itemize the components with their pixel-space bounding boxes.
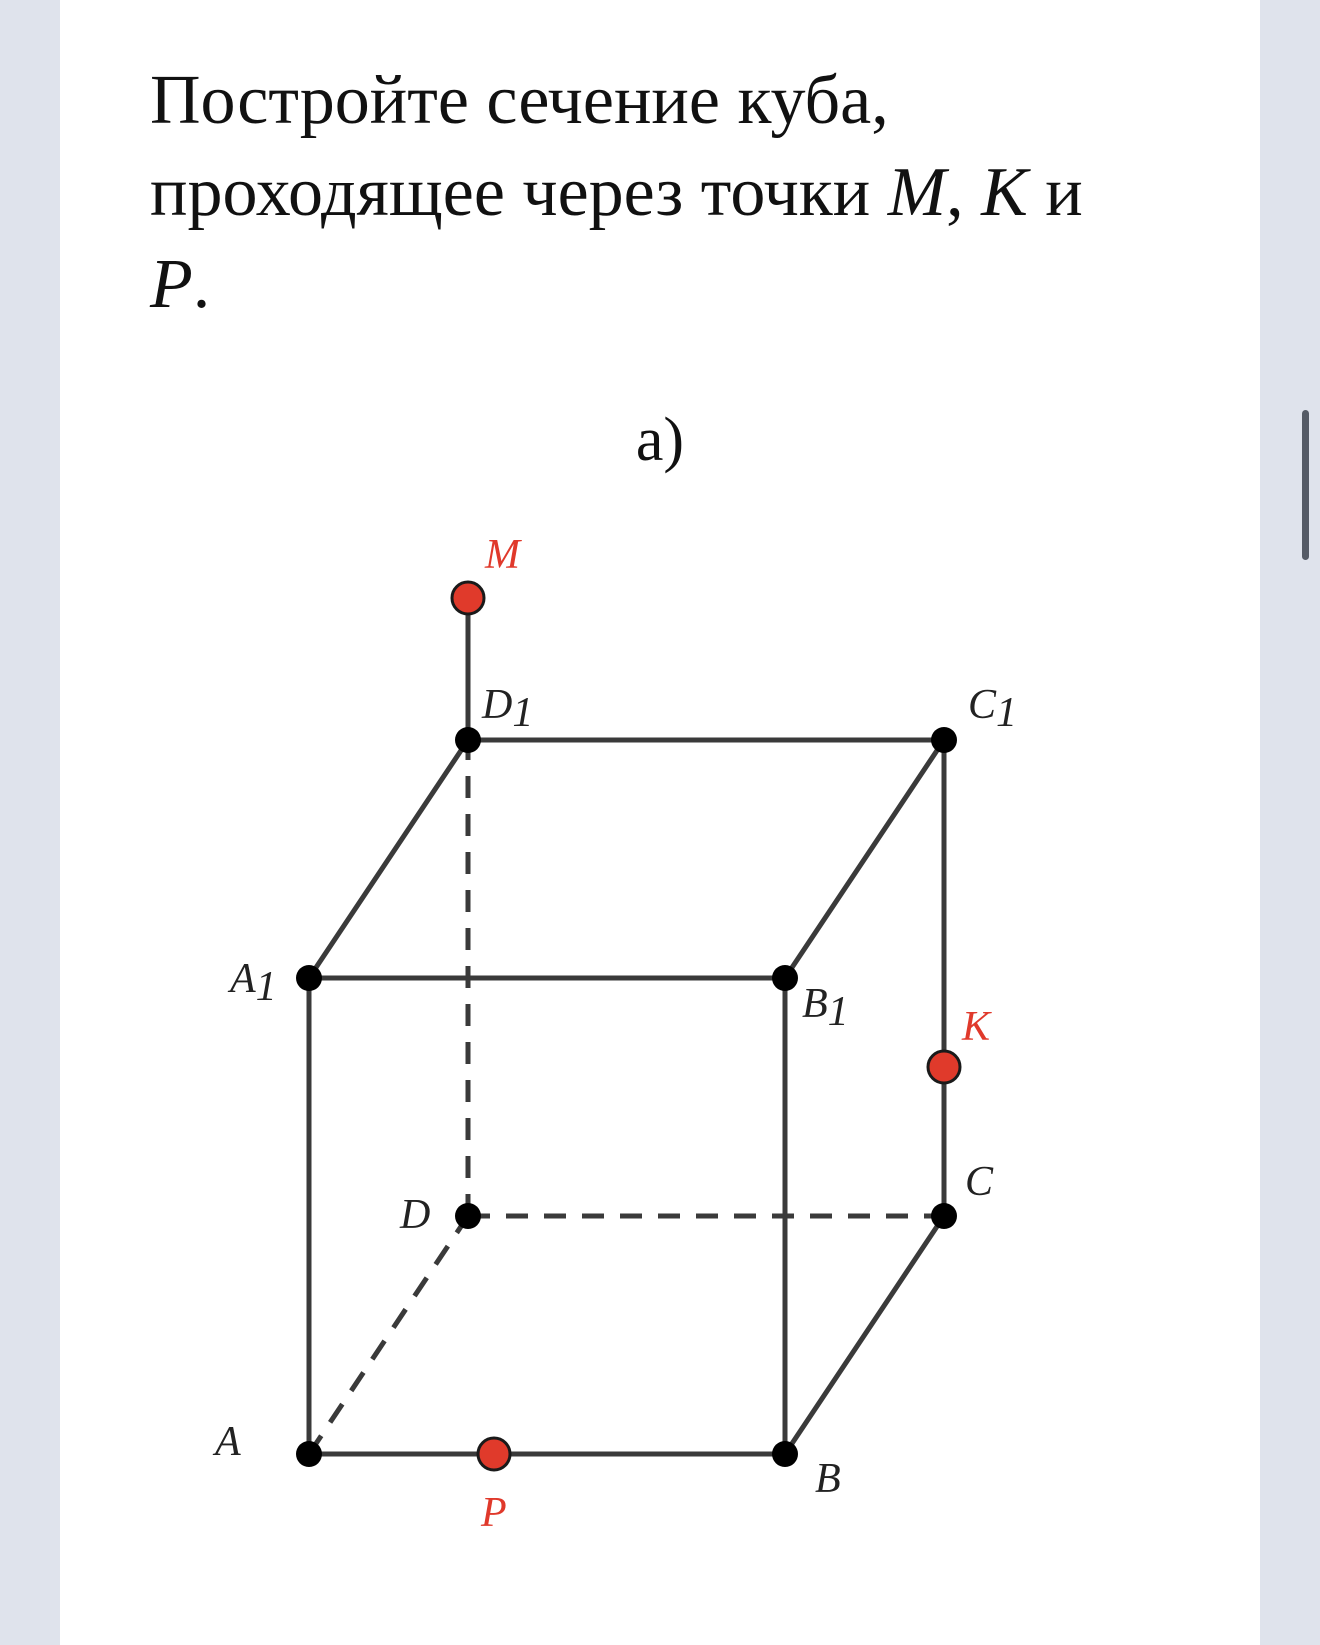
scrollbar-thumb[interactable] [1302, 410, 1309, 560]
vertex-c [931, 1203, 957, 1229]
label-vertex-a1: A1 [230, 956, 277, 1010]
math-point-k: K [981, 154, 1028, 231]
subfigure-label: а) [635, 406, 685, 474]
edge-b1-c1 [785, 740, 944, 978]
vertex-c1 [931, 727, 957, 753]
sentence-end: . [192, 246, 211, 323]
label-vertex-c1: C1 [968, 682, 1018, 736]
label-point-m: M [485, 532, 520, 578]
edge-a-d [309, 1216, 468, 1454]
math-point-p: P [150, 246, 193, 323]
label-vertex-c: C [965, 1159, 994, 1205]
problem-line-1: Постройте сечение куба, [150, 62, 889, 139]
vertex-a [296, 1441, 322, 1467]
edge-a1-d1 [309, 740, 468, 978]
vertex-b1 [772, 965, 798, 991]
vertex-d1 [455, 727, 481, 753]
point-k [928, 1051, 960, 1083]
vertex-b [772, 1441, 798, 1467]
conjunction: и [1027, 154, 1083, 231]
label-vertex-b1: B1 [802, 981, 849, 1035]
math-point-m: M [887, 154, 947, 231]
vertex-a1 [296, 965, 322, 991]
label-point-k: K [962, 1004, 991, 1050]
scrollbar-track[interactable] [1260, 0, 1320, 1645]
label-vertex-b: B [815, 1456, 841, 1502]
vertex-d [455, 1203, 481, 1229]
point-m [452, 582, 484, 614]
label-vertex-d1: D1 [482, 682, 534, 736]
label-point-p: P [481, 1490, 507, 1536]
comma-separator: , [946, 154, 982, 231]
edge-b-c [785, 1216, 944, 1454]
problem-line-2-text: проходящее через точки [150, 154, 888, 231]
label-vertex-a: A [215, 1419, 241, 1465]
label-vertex-d: D [400, 1192, 431, 1238]
point-p [478, 1438, 510, 1470]
